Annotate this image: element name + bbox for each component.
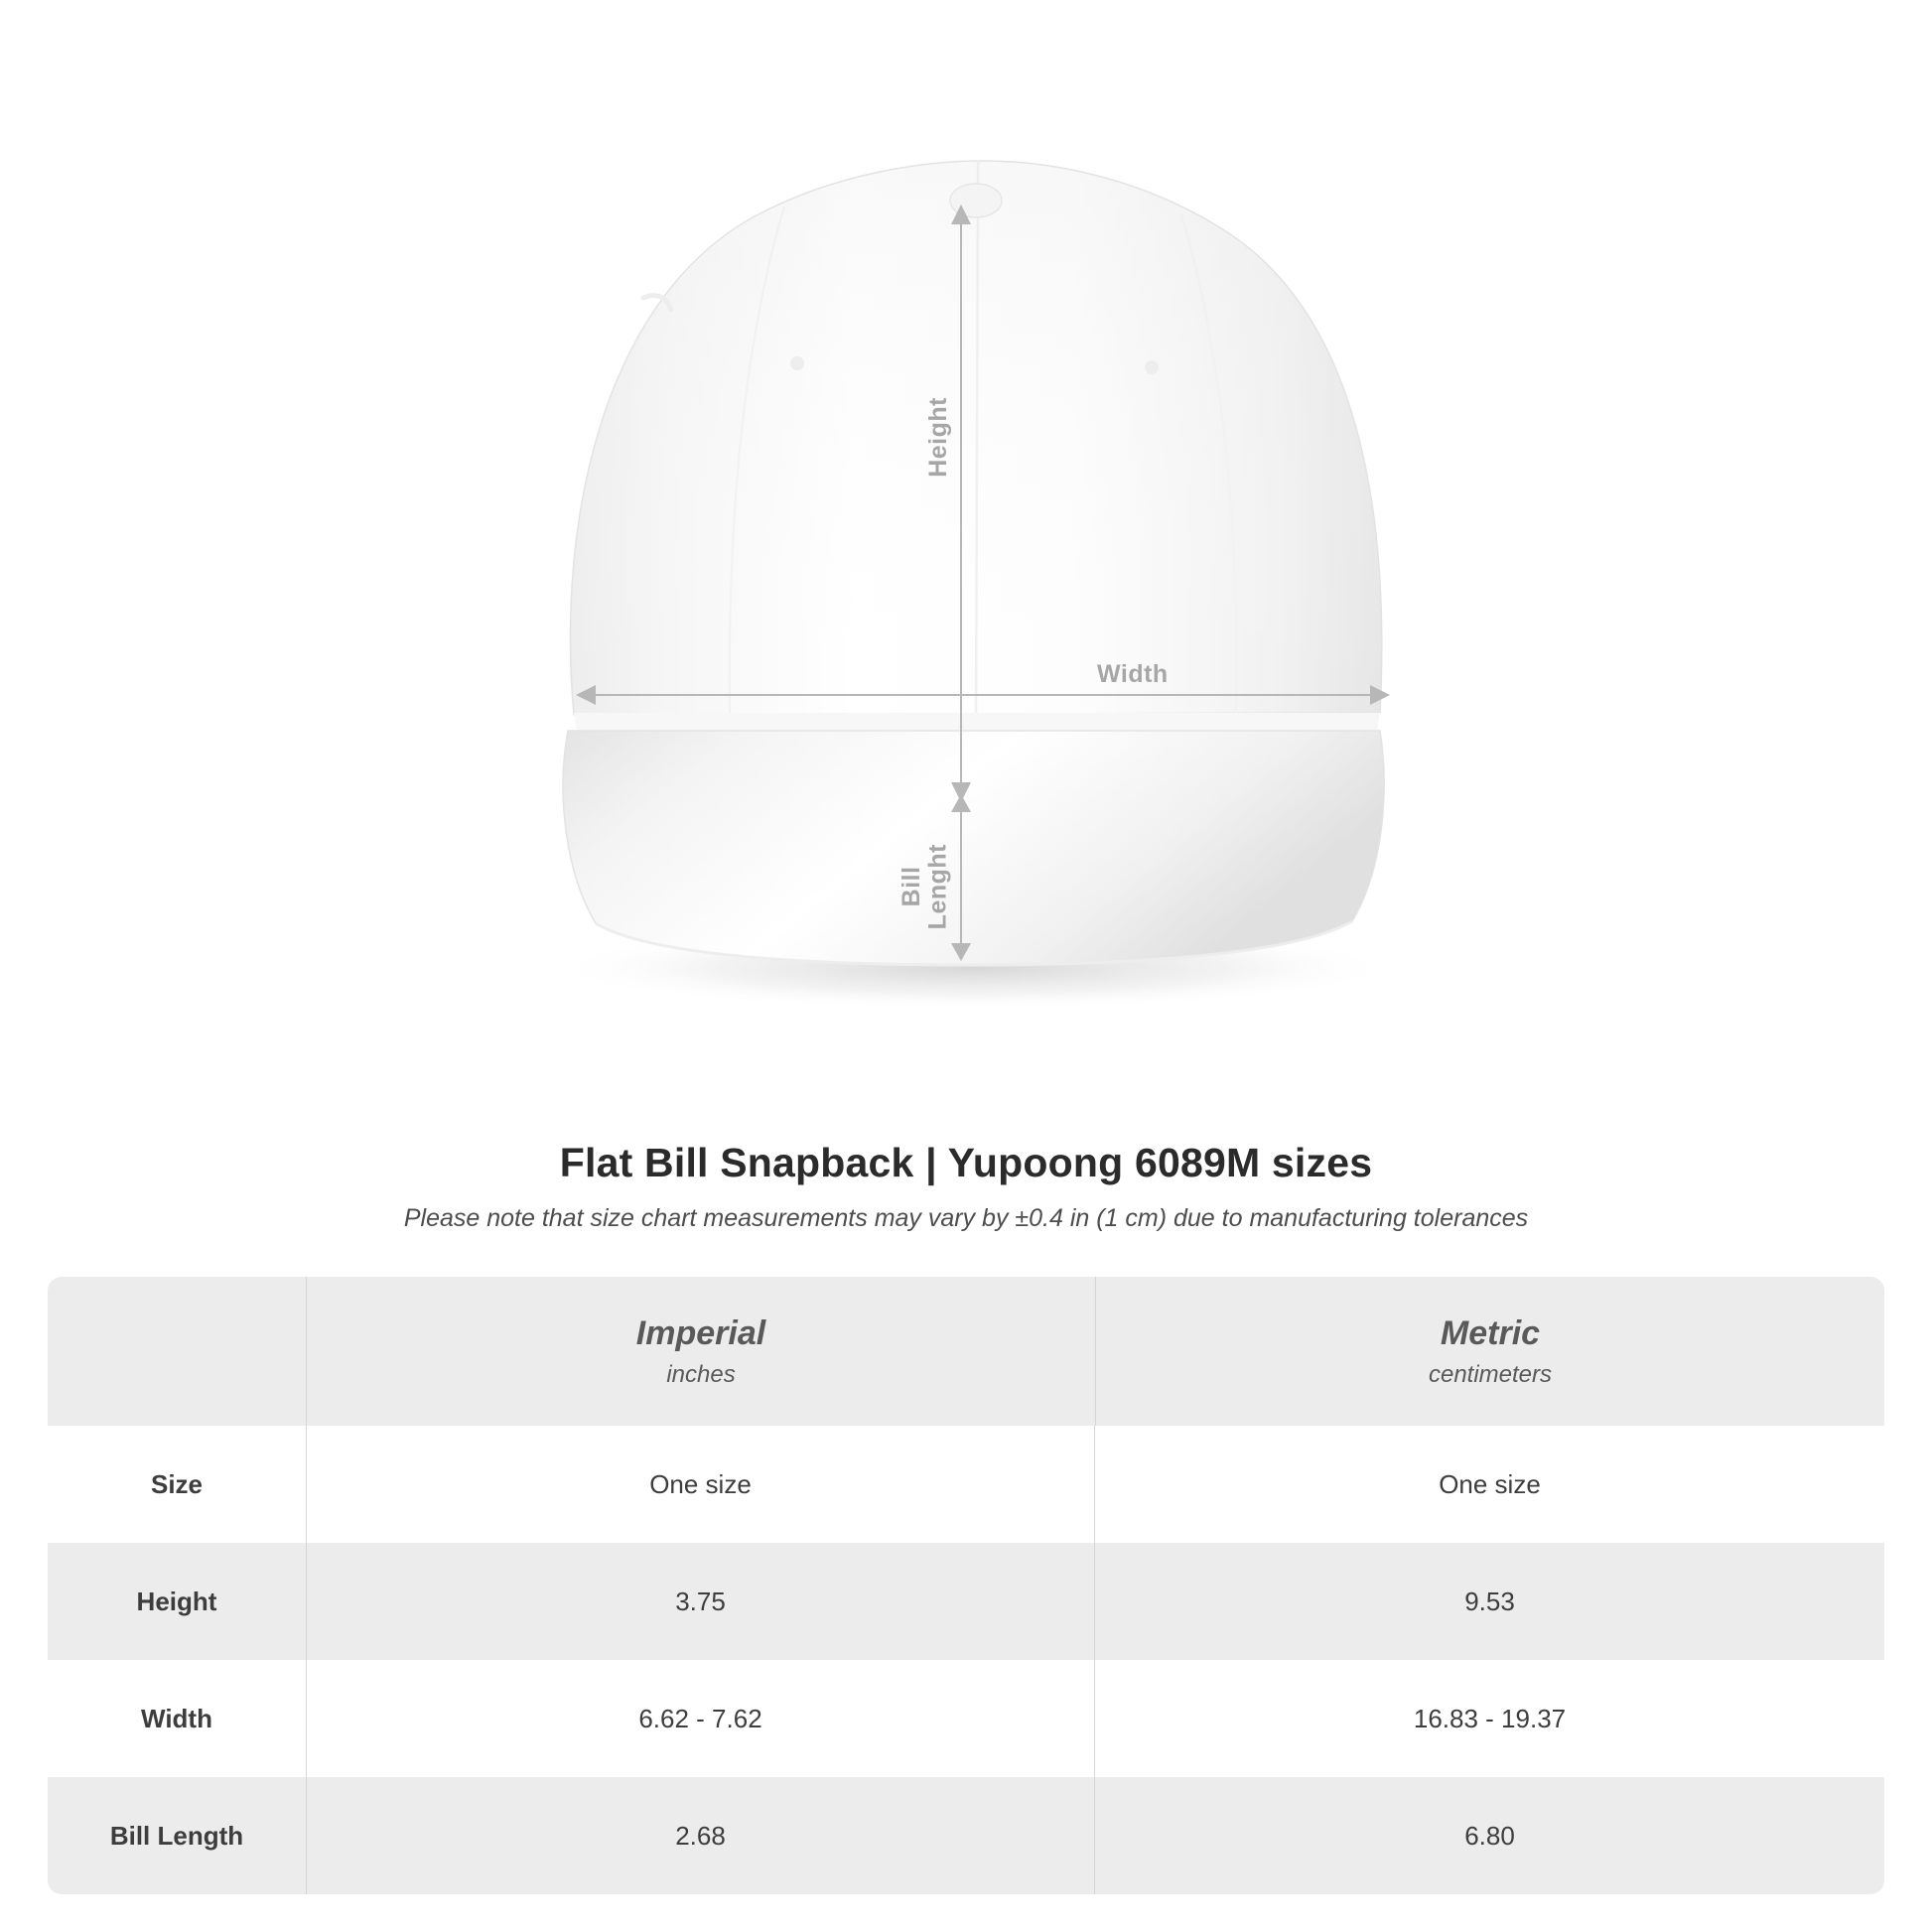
header-imperial-unit: inches	[666, 1360, 736, 1388]
row-label-bill-length: Bill Length	[48, 1777, 306, 1894]
dimension-label-bill-length	[898, 844, 951, 929]
cell-bill-length-imperial: 2.68	[306, 1777, 1095, 1894]
header-imperial-title: Imperial	[635, 1313, 766, 1352]
eyelet-right	[1145, 360, 1159, 374]
bill-label-line-1: Bill	[897, 866, 925, 907]
header-cell-blank	[48, 1277, 306, 1426]
cell-size-imperial: One size	[306, 1426, 1095, 1543]
row-label-size: Size	[48, 1426, 306, 1543]
tolerance-note: Please note that size chart measurements may vary by ±0.4 in (1 cm) due to manufacturing tolerances	[403, 1204, 1529, 1232]
cell-width-metric: 16.83 - 19.37	[1095, 1660, 1884, 1777]
header-metric-title: Metric	[1440, 1313, 1541, 1352]
bill-label-line-2: Lenght	[923, 844, 952, 930]
hat-bill	[563, 731, 1384, 965]
row-label-width: Width	[48, 1660, 306, 1777]
table-row	[48, 1777, 1884, 1894]
table-row	[48, 1426, 1884, 1543]
header-cell-imperial	[306, 1277, 1095, 1426]
table-row	[48, 1543, 1884, 1660]
cell-height-metric: 9.53	[1095, 1543, 1884, 1660]
table-row	[48, 1660, 1884, 1777]
crown-shading	[570, 161, 1381, 715]
page-title: Flat Bill Snapback | Yupoong 6089M sizes	[559, 1140, 1373, 1185]
size-table-wrapper	[48, 1277, 1884, 1894]
dimension-label-width: Width	[1097, 660, 1169, 688]
title-block	[0, 1140, 1932, 1233]
cell-size-metric: One size	[1095, 1426, 1884, 1543]
cell-bill-length-metric: 6.80	[1095, 1777, 1884, 1894]
table-header-row	[48, 1277, 1884, 1426]
row-label-height: Height	[48, 1543, 306, 1660]
header-metric-unit: centimeters	[1428, 1360, 1553, 1388]
size-table	[48, 1277, 1884, 1894]
cell-width-imperial: 6.62 - 7.62	[306, 1660, 1095, 1777]
header-cell-metric	[1095, 1277, 1884, 1426]
eyelet-left	[790, 356, 804, 370]
dimension-label-height: Height	[924, 397, 952, 478]
cell-height-imperial: 3.75	[306, 1543, 1095, 1660]
